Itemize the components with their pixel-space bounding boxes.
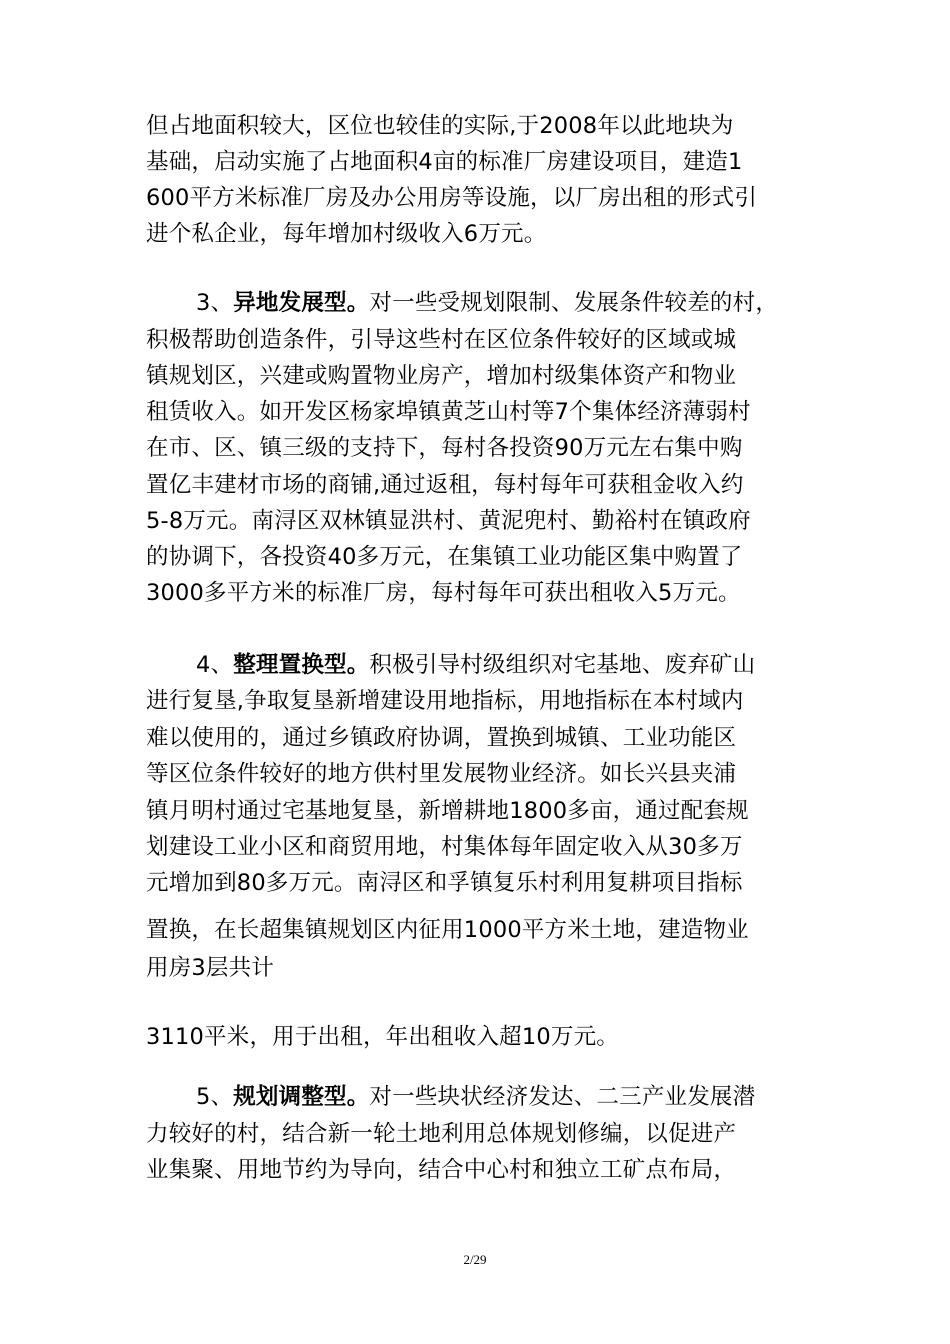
paragraph-line: 进行复垦,争取复垦新增建设用地指标，用地指标在本村域内 [146,688,744,714]
page-number: 2/29 [463,1252,487,1267]
section-number: 5、 [196,1084,234,1110]
paragraph-line: 600平方米标准厂房及办公用房等设施，以厂房出租的形式引 [146,185,758,211]
section-text: 积极引导村级组织对宅基地、废弃矿山 [369,652,756,678]
paragraph-line: 置亿丰建材市场的商铺,通过返租，每村每年可获租金收入约 [146,472,744,498]
section-text: 对一些块状经济发达、二三产业发展潜 [369,1084,756,1110]
section-heading: 规划调整型。 [233,1084,370,1110]
paragraph-line: 镇月明村通过宅基地复垦，新增耕地1800多亩，通过配套规 [146,798,749,824]
section-5-first-line [196,1078,755,1116]
paragraph-line: 元增加到80多万元。南浔区和孚镇复乐村利用复耕项目指标 [146,870,743,896]
section-text: 对一些受规划限制、发展条件较差的村， [369,290,779,316]
paragraph-line: 进个私企业，每年增加村级收入6万元。 [146,221,547,247]
paragraph-line: 但占地面积较大，区位也较佳的实际,于2008年以此地块为 [146,113,734,139]
paragraph-line: 力较好的村，结合新一轮土地利用总体规划修编，以促进产 [146,1121,737,1147]
paragraph-line: 积极帮助创造条件，引导这些村在区位条件较好的区域或城 [146,327,737,353]
paragraph-line: 业集聚、用地节约为导向，结合中心村和独立工矿点布局， [146,1157,737,1183]
paragraph-line: 划建设工业小区和商贸用地，村集体每年固定收入从30多万 [146,834,743,860]
paragraph-line: 难以使用的，通过乡镇政府协调，置换到城镇、工业功能区 [146,725,737,751]
paragraph-line: 租赁收入。如开发区杨家埠镇黄芝山村等7个集体经济薄弱村 [146,399,751,425]
paragraph-line: 3000多平方米的标准厂房，每村每年可获出租收入5万元。 [146,580,741,606]
section-3-first-line [196,284,778,322]
paragraph-line: 在市、区、镇三级的支持下，每村各投资90万元左右集中购 [146,435,743,461]
paragraph-line: 的协调下，各投资40多万元，在集镇工业功能区集中购置了 [146,544,743,570]
section-heading: 整理置换型。 [233,652,370,678]
paragraph-line: 置换，在长超集镇规划区内征用1000平方米土地，建造物业 [146,917,749,943]
paragraph-line: 镇规划区，兴建或购置物业房产，增加村级集体资产和物业 [146,363,737,389]
section-number: 3、 [196,290,234,316]
paragraph-line: 等区位条件较好的地方供村里发展物业经济。如长兴县夹浦 [146,761,737,787]
paragraph-line: 用房3层共计 [146,955,275,981]
paragraph-line: 基础，启动实施了占地面积4亩的标准厂房建设项目，建造1 [146,149,743,175]
section-number: 4、 [196,652,234,678]
section-4-first-line [196,646,755,684]
section-heading: 异地发展型。 [233,290,370,316]
paragraph-line: 5-8万元。南浔区双林镇显洪村、黄泥兜村、勤裕村在镇政府 [146,508,751,534]
paragraph-line: 3110平米，用于出租，年出租收入超10万元。 [146,1024,619,1050]
